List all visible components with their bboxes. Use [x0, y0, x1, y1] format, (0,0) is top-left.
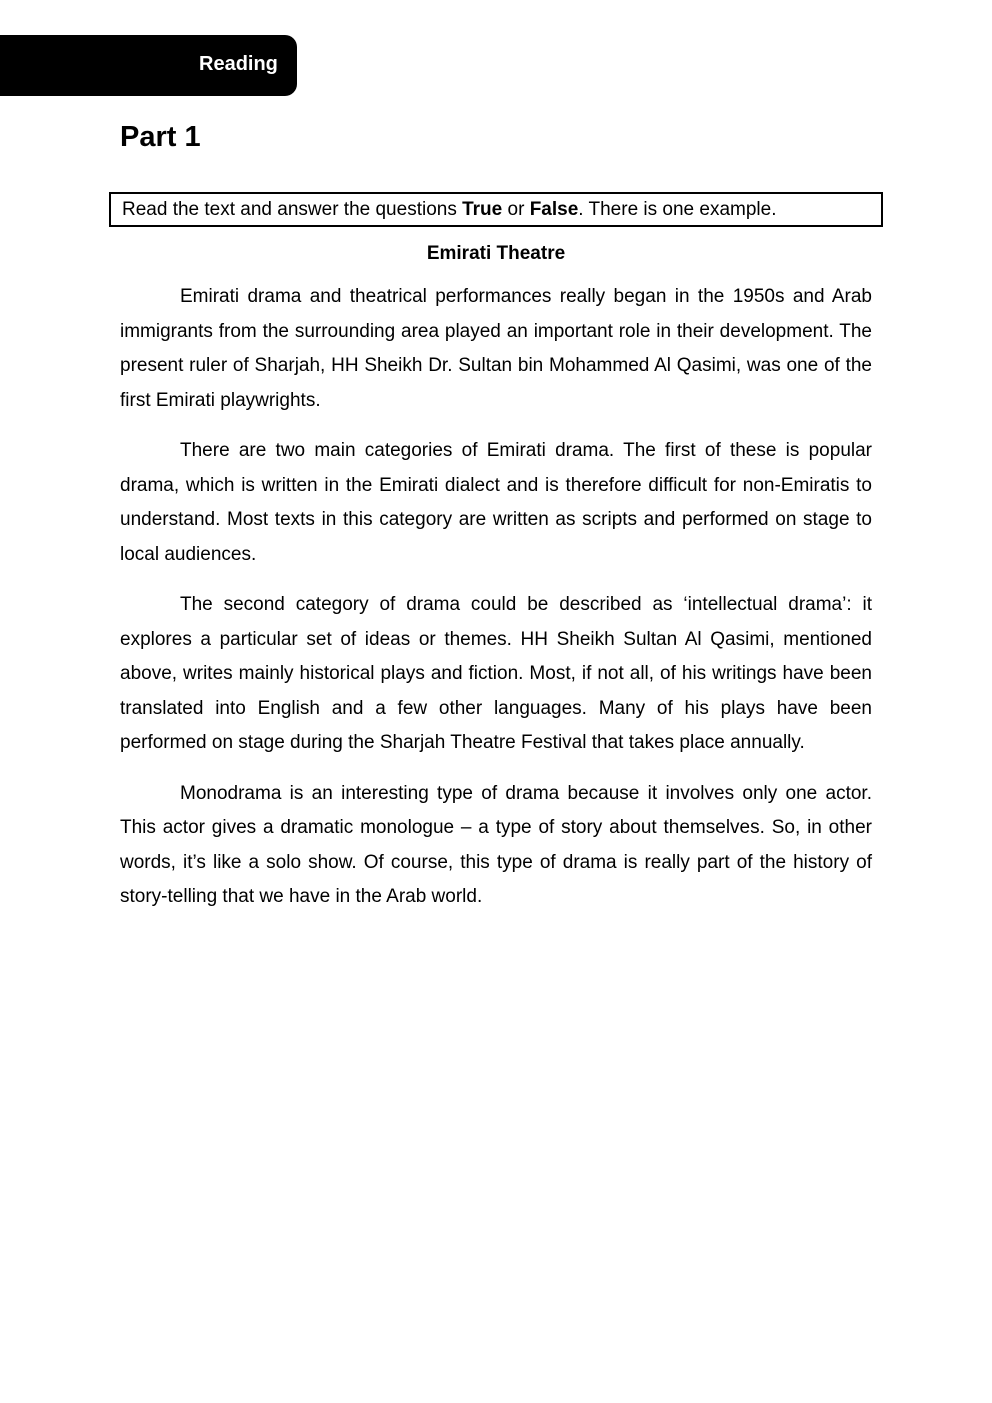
article-paragraph-1: Emirati drama and theatrical performances really began in the 1950s and Arab immigrants from the surrounding area played an important role in their development. The present ruler of Sharjah, HH Sheikh Dr. Sultan bin Mohammed Al Qasimi, was one of the first Emirati playwrights. — [120, 286, 872, 411]
instruction-text-end: . There is one example. — [578, 199, 777, 220]
instruction-box — [109, 192, 883, 227]
instruction-text-middle: or — [502, 199, 530, 220]
article-paragraph-2: There are two main categories of Emirati drama. The first of these is popular drama, which is written in the Emirati dialect and is therefore difficult for non-Emiratis to understand. Most texts in this category are written as scripts and performed on stage to local audiences. — [120, 440, 872, 565]
instruction-text-start: Read the text and answer the questions — [122, 199, 463, 220]
article-body — [120, 280, 872, 931]
section-label: Reading — [199, 53, 278, 75]
instruction-false-word: False — [529, 199, 579, 220]
article-title: Emirati Theatre — [426, 243, 566, 264]
article-paragraph-4: Monodrama is an interesting type of drama because it involves only one actor. This actor gives a dramatic monologue – a type of story about themselves. So, in other words, it’s like a solo show. Of course, this type of drama is really part of the history of story-telling that we have in the Arab world. — [120, 782, 872, 907]
article-paragraph-3: The second category of drama could be described as ‘intellectual drama’: it explores a particular set of ideas or themes. HH Sheikh Sultan Al Qasimi, mentioned above, writes mainly historical plays and fiction. Most, if not all, of his writings have been translated into English and a few other languages. Many of his plays have been performed on stage during the Sharjah Theatre Festival that takes place annually. — [120, 594, 872, 753]
part-title: Part 1 — [120, 121, 201, 153]
instruction-true-word: True — [462, 199, 503, 220]
